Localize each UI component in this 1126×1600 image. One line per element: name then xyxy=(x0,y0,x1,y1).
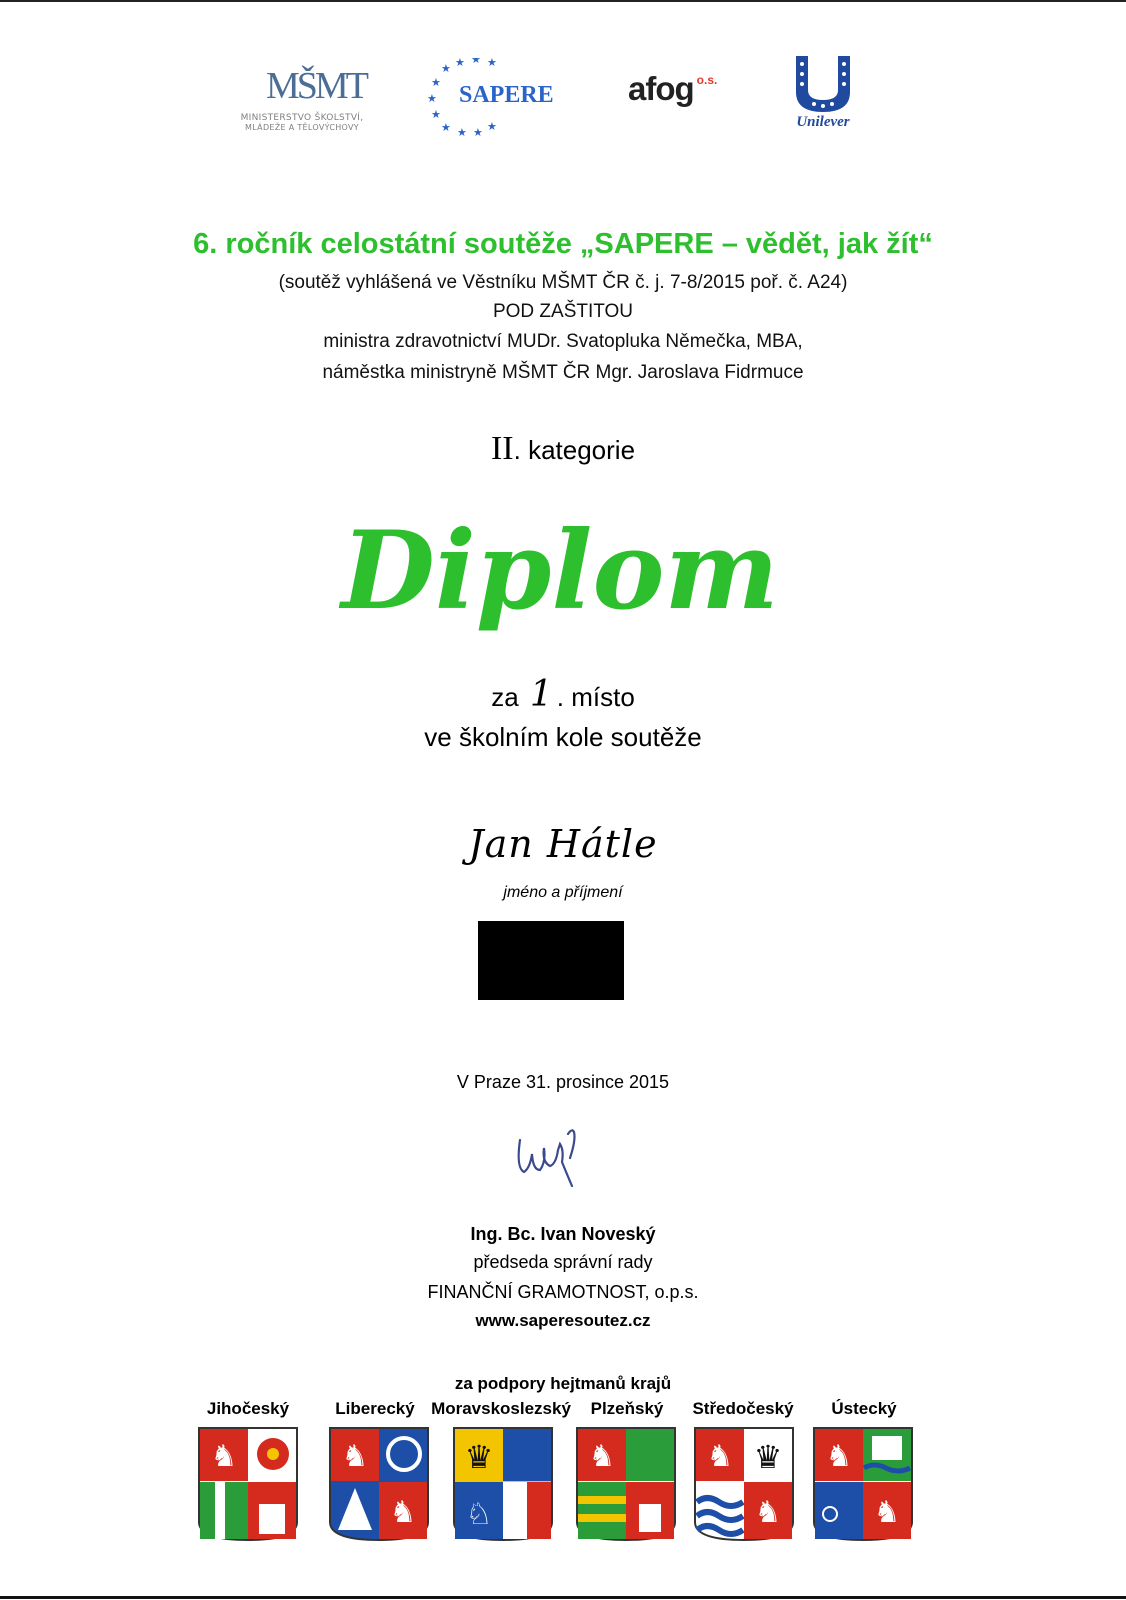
region-label-jihocesky: Jihočeský xyxy=(206,1399,290,1418)
afog-logo-text: afog xyxy=(628,70,694,107)
svg-text:♞: ♞ xyxy=(873,1495,901,1530)
svg-text:★: ★ xyxy=(431,108,441,121)
region-label-ustecky: Ústecký xyxy=(831,1399,897,1418)
signer-role: předseda správní rady xyxy=(473,1252,653,1272)
svg-text:♞: ♞ xyxy=(754,1495,782,1530)
svg-text:♘: ♘ xyxy=(465,1497,493,1532)
recipient-name-label: jméno a příjmení xyxy=(503,884,623,901)
msmt-logo-line1: MINISTERSTVO ŠKOLSTVÍ, xyxy=(240,113,364,123)
patron-deputy: náměstka ministryně MŠMT ČR Mgr. Jaroslava Fidrmuce xyxy=(322,362,804,383)
msmt-logo-text xyxy=(232,114,372,132)
patronage-text: POD ZAŠTITOU xyxy=(492,301,634,322)
unilever-logo-text: Unilever xyxy=(796,114,850,130)
support-heading: za podpory hejtmanů krajů xyxy=(454,1374,672,1393)
ustecky-crest-icon xyxy=(812,1426,914,1542)
place-prefix: za xyxy=(491,682,519,712)
svg-text:★: ★ xyxy=(455,58,465,69)
category-label: . kategorie xyxy=(513,435,636,465)
signer-name: Ing. Bc. Ivan Noveský xyxy=(470,1224,656,1244)
msmt-logo xyxy=(232,66,372,136)
svg-text:★: ★ xyxy=(427,92,437,105)
unilever-u-icon xyxy=(786,54,860,114)
place-date: V Praze 31. prosince 2015 xyxy=(456,1072,670,1092)
plzensky-crest-icon xyxy=(575,1426,677,1542)
svg-text:★: ★ xyxy=(457,126,467,138)
moravskoslezsky-crest-icon xyxy=(452,1426,554,1542)
competition-round: ve školním kole soutěže xyxy=(424,722,702,752)
svg-text:★: ★ xyxy=(441,121,451,134)
unilever-logo xyxy=(786,54,860,134)
website-link[interactable]: www.saperesoutez.cz xyxy=(475,1311,651,1330)
msmt-logo-line2: MLÁDEŽE A TĚLOVÝCHOVY xyxy=(245,123,359,132)
bottom-border xyxy=(0,1596,1126,1599)
msmt-logo-mark: MŠMT xyxy=(266,65,366,107)
patron-minister: ministra zdravotnictví MUDr. Svatopluka Němečka, MBA, xyxy=(323,331,803,352)
category-heading xyxy=(0,430,1126,468)
competition-headline: 6. ročník celostátní soutěže „SAPERE – vědět, jak žít“ xyxy=(193,228,933,260)
afog-logo-suffix: o.s. xyxy=(696,73,718,87)
svg-text:♞: ♞ xyxy=(210,1439,238,1474)
sapere-logo-text: SAPERE xyxy=(459,82,554,108)
recipient-name: Jan Hátle xyxy=(468,822,658,866)
region-label-moravskoslezsky: Moravskoslezský xyxy=(431,1399,571,1418)
svg-text:★: ★ xyxy=(431,76,441,89)
stredocesky-crest-icon xyxy=(693,1426,795,1542)
svg-text:♞: ♞ xyxy=(825,1439,853,1474)
place-line xyxy=(0,674,1126,715)
diploma-title xyxy=(300,508,820,648)
redaction-box xyxy=(478,921,624,1000)
afog-logo xyxy=(628,70,738,110)
sapere-logo xyxy=(425,58,565,138)
place-suffix: . místo xyxy=(556,682,635,712)
svg-text:★: ★ xyxy=(487,58,497,69)
svg-text:♞: ♞ xyxy=(588,1439,616,1474)
svg-text:★: ★ xyxy=(471,58,481,66)
svg-text:★: ★ xyxy=(441,62,451,75)
region-label-plzensky: Plzeňský xyxy=(590,1399,664,1418)
handwritten-signature xyxy=(506,1110,596,1200)
svg-text:♞: ♞ xyxy=(706,1439,734,1474)
svg-text:♞: ♞ xyxy=(341,1439,369,1474)
organization-name: FINANČNÍ GRAMOTNOST, o.p.s. xyxy=(427,1282,699,1302)
diploma-title-text: Diplom xyxy=(341,508,779,634)
announcement-text: (soutěž vyhlášená ve Věstníku MŠMT ČR č. j. 7-8/2015 poř. č. A24) xyxy=(278,272,848,293)
svg-text:♛: ♛ xyxy=(753,1438,783,1476)
top-border xyxy=(0,0,1126,2)
region-label-liberecky: Liberecký xyxy=(335,1399,415,1418)
svg-text:♞: ♞ xyxy=(389,1495,417,1530)
svg-text:★: ★ xyxy=(487,120,497,133)
place-number: 1 xyxy=(529,674,553,715)
region-label-stredocesky: Středočeský xyxy=(692,1399,794,1418)
svg-text:♛: ♛ xyxy=(464,1438,494,1476)
category-roman: II xyxy=(490,430,514,467)
jihocesky-crest-icon xyxy=(197,1426,299,1542)
svg-text:★: ★ xyxy=(473,126,483,138)
liberecky-crest-icon xyxy=(328,1426,430,1542)
